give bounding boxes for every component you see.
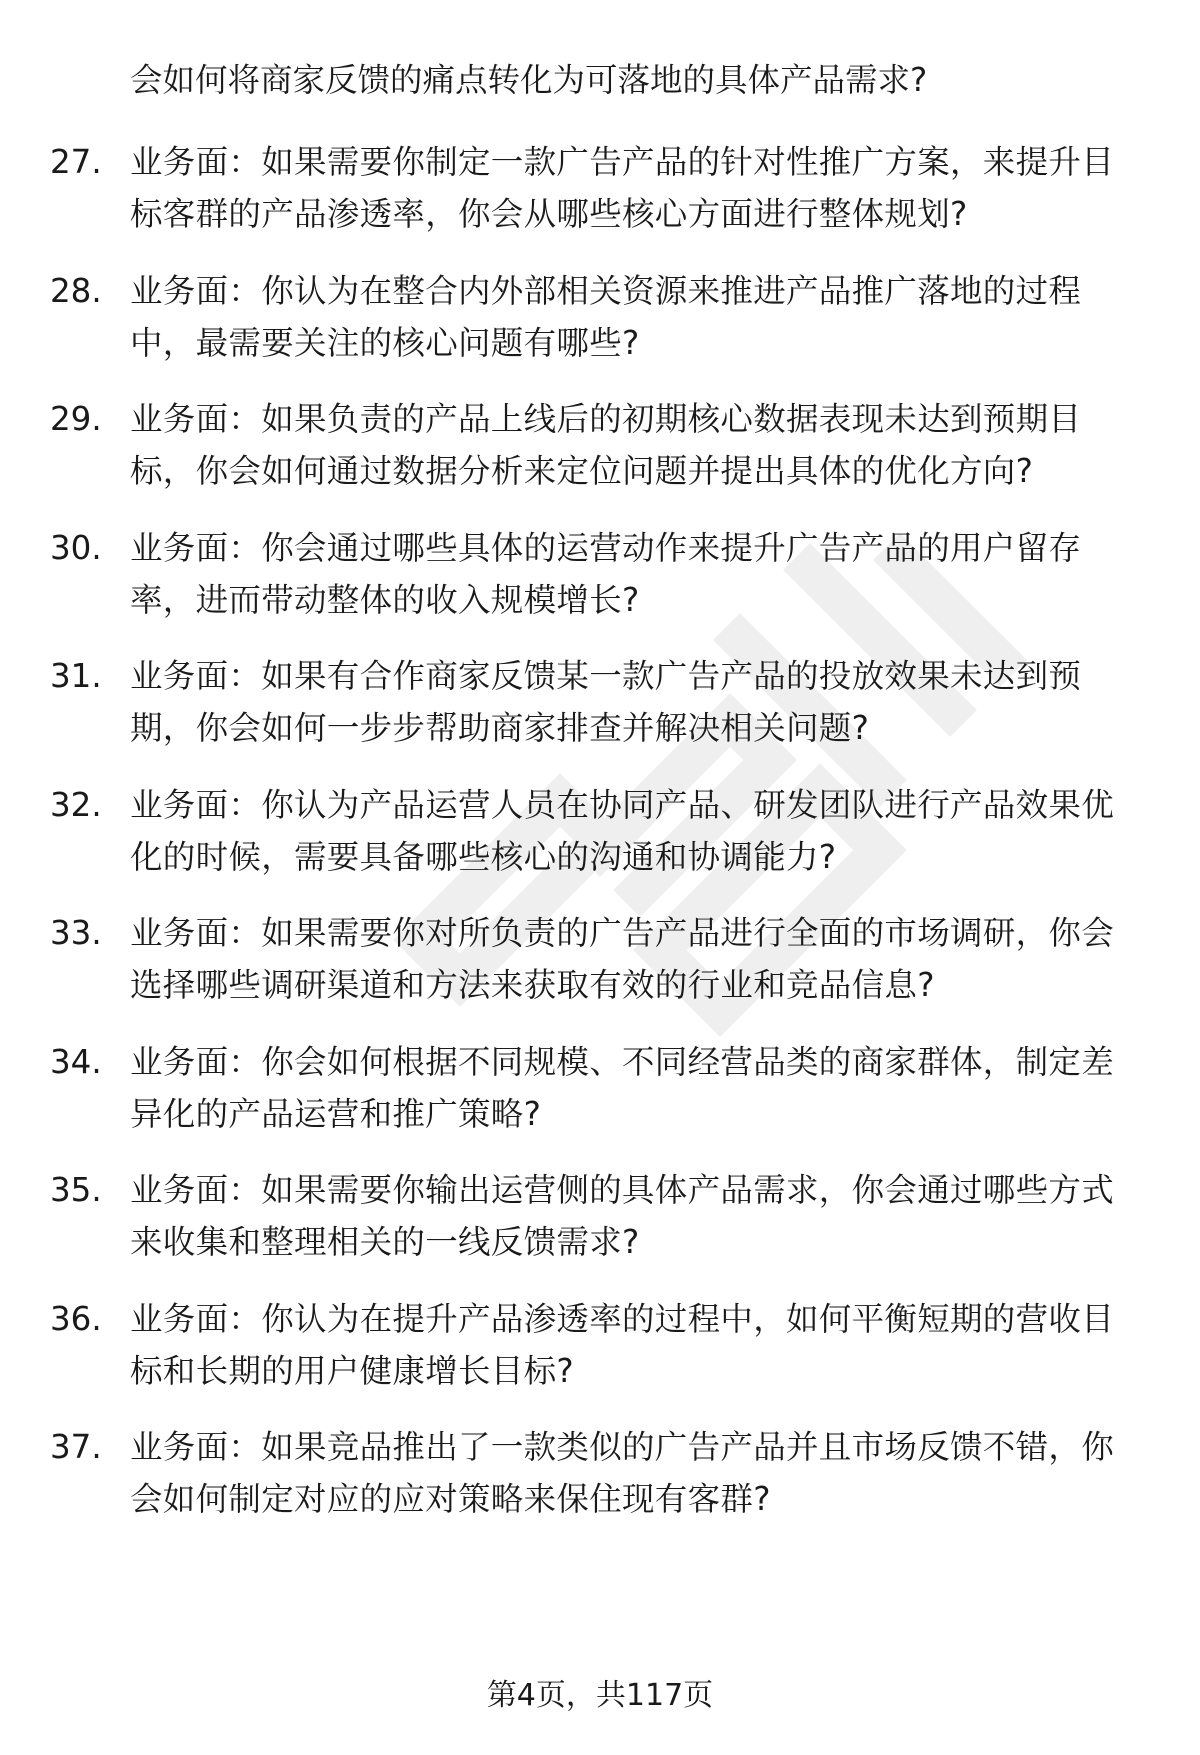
question-number: 35.	[50, 1171, 102, 1209]
question-text: 业务面：如果需要你输出运营侧的具体产品需求，你会通过哪些方式来收集和整理相关的一线反馈需求?	[130, 1171, 1115, 1261]
question-item	[0, 522, 1200, 626]
question-item	[0, 1164, 1200, 1268]
question-text: 业务面：你认为产品运营人员在协同产品、研发团队进行产品效果优化的时候，需要具备哪些核心的沟通和协调能力?	[130, 785, 1115, 876]
question-number: 37.	[50, 1428, 102, 1466]
question-text: 业务面：你认为在整合内外部相关资源来推进产品推广落地的过程中，最需要关注的核心问题有哪些?	[130, 271, 1082, 362]
question-item	[0, 779, 1200, 883]
question-text: 业务面：如果有合作商家反馈某一款广告产品的投放效果未达到预期，你会如何一步步帮助商家排查并解决相关问题?	[130, 657, 1082, 747]
question-item	[0, 907, 1200, 1011]
question-text: 业务面：你认为在提升产品渗透率的过程中，如何平衡短期的营收目标和长期的用户健康增长目标?	[130, 1299, 1115, 1390]
continuation-text: 会如何将商家反馈的痛点转化为可落地的具体产品需求?	[130, 61, 928, 99]
question-number: 30.	[50, 528, 102, 567]
question-item	[0, 136, 1200, 240]
question-number: 33.	[50, 914, 102, 952]
question-item	[0, 1421, 1200, 1525]
question-item	[0, 393, 1200, 497]
question-number: 31.	[50, 657, 102, 695]
question-item	[0, 1036, 1200, 1140]
question-number: 36.	[50, 1299, 102, 1338]
question-item	[0, 650, 1200, 754]
question-text: 业务面：你会如何根据不同规模、不同经营品类的商家群体，制定差异化的产品运营和推广策略?	[130, 1042, 1115, 1133]
question-number: 32.	[50, 785, 102, 824]
question-number: 28.	[50, 271, 102, 310]
page-footer: 第4页，共117页	[486, 1678, 714, 1713]
question-number: 27.	[50, 143, 102, 181]
question-number: 34.	[50, 1042, 102, 1081]
question-number: 29.	[50, 400, 102, 438]
question-text: 业务面：你会通过哪些具体的运营动作来提升广告产品的用户留存率，进而带动整体的收入规模增长?	[130, 528, 1082, 619]
question-list	[0, 136, 1200, 1550]
question-text: 业务面：如果需要你对所负责的广告产品进行全面的市场调研，你会选择哪些调研渠道和方法来获取有效的行业和竞品信息?	[130, 914, 1115, 1004]
question-item	[0, 265, 1200, 369]
question-text: 业务面：如果负责的产品上线后的初期核心数据表现未达到预期目标，你会如何通过数据分析来定位问题并提出具体的优化方向?	[130, 400, 1082, 490]
question-item	[0, 1293, 1200, 1397]
question-text: 业务面：如果竞品推出了一款类似的广告产品并且市场反馈不错，你会如何制定对应的应对策略来保住现有客群?	[130, 1428, 1115, 1518]
question-text: 业务面：如果需要你制定一款广告产品的针对性推广方案，来提升目标客群的产品渗透率，你会从哪些核心方面进行整体规划?	[130, 143, 1115, 233]
